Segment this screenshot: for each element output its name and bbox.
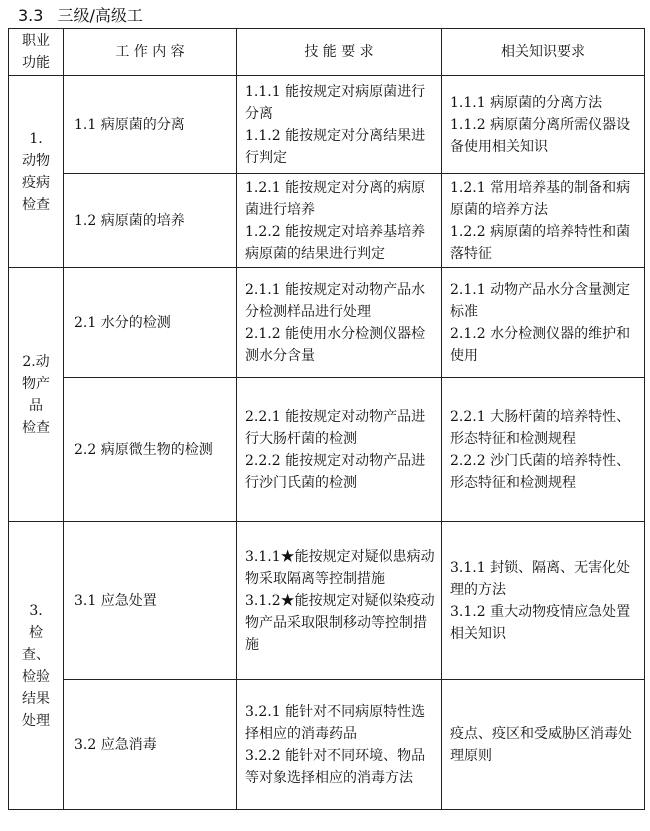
section-heading <box>18 4 143 28</box>
knowledge-cell <box>442 378 645 522</box>
skill-item: 3.1.2★能按规定对疑似染疫动物产品采取限制移动等控制措施 <box>245 592 435 653</box>
knowledge-item: 1.2.2 病原菌的培养特性和菌落特征 <box>450 223 631 262</box>
knowledge-item: 3.1.1 封锁、隔离、无害化处理的方法 <box>450 559 631 598</box>
section-title: 三级/高级工 <box>57 6 143 25</box>
knowledge-item: 2.2.2 沙门氏菌的培养特性、形态特征和检测规程 <box>450 452 631 491</box>
header-skills: 技 能 要 求 <box>237 29 442 76</box>
skill-item: 2.2.1 能按规定对动物产品进行大肠杆菌的检测 <box>245 408 426 447</box>
skills-cell <box>237 680 442 810</box>
skill-item: 1.1.2 能按规定对分离结果进行判定 <box>245 127 426 166</box>
knowledge-cell <box>442 680 645 810</box>
header-content: 工 作 内 容 <box>64 29 237 76</box>
work-content-cell: 3.1 应急处置 <box>64 522 237 680</box>
work-content-cell: 1.2 病原菌的培养 <box>64 174 237 268</box>
skill-item: 1.1.1 能按规定对病原菌进行分离 <box>245 83 426 122</box>
requirements-table <box>8 28 645 810</box>
header-row <box>9 29 645 76</box>
skills-cell <box>237 522 442 680</box>
header-function <box>9 29 64 76</box>
header-function-label: 职业 功能 <box>22 33 50 71</box>
skills-cell <box>237 268 442 378</box>
section-number: 3.3 <box>18 6 44 25</box>
knowledge-item: 2.1.2 水分检测仪器的维护和使用 <box>450 325 631 364</box>
function-cell: 3. 检 查、 检验 结果 处理 <box>9 522 64 810</box>
skill-item: 2.1.2 能使用水分检测仪器检测水分含量 <box>245 325 426 364</box>
knowledge-item: 2.2.1 大肠杆菌的培养特性、形态特征和检测规程 <box>450 408 631 447</box>
knowledge-item: 1.2.1 常用培养基的制备和病原菌的培养方法 <box>450 179 631 218</box>
table-row <box>9 378 645 522</box>
skills-cell <box>237 76 442 174</box>
table-row <box>9 76 645 174</box>
work-content-cell: 1.1 病原菌的分离 <box>64 76 237 174</box>
header-knowledge: 相关知识要求 <box>442 29 645 76</box>
skills-cell <box>237 378 442 522</box>
skill-item: 2.1.1 能按规定对动物产品水分检测样品进行处理 <box>245 281 426 320</box>
table-row <box>9 268 645 378</box>
skills-cell <box>237 174 442 268</box>
skill-item: 3.2.1 能针对不同病原特性选择相应的消毒药品 <box>245 703 426 742</box>
knowledge-cell <box>442 76 645 174</box>
skill-item: 2.2.2 能按规定对动物产品进行沙门氏菌的检测 <box>245 452 426 491</box>
function-cell: 2.动 物产 品 检查 <box>9 268 64 522</box>
skill-item: 1.2.2 能按规定对培养基培养病原菌的结果进行判定 <box>245 223 426 262</box>
table-row <box>9 680 645 810</box>
knowledge-item: 1.1.2 病原菌分离所需仪器设备使用相关知识 <box>450 116 631 155</box>
knowledge-item: 2.1.1 动物产品水分含量测定标准 <box>450 281 631 320</box>
function-cell: 1. 动物 疫病 检查 <box>9 76 64 268</box>
knowledge-cell <box>442 268 645 378</box>
knowledge-cell <box>442 522 645 680</box>
knowledge-item: 疫点、疫区和受威胁区消毒处理原则 <box>450 725 632 764</box>
work-content-cell: 2.1 水分的检测 <box>64 268 237 378</box>
skill-item: 1.2.1 能按规定对分离的病原菌进行培养 <box>245 179 426 218</box>
knowledge-item: 3.1.2 重大动物疫情应急处置相关知识 <box>450 603 631 642</box>
table-row <box>9 174 645 268</box>
knowledge-item: 1.1.1 病原菌的分离方法 <box>450 94 603 111</box>
knowledge-cell <box>442 174 645 268</box>
work-content-cell: 2.2 病原微生物的检测 <box>64 378 237 522</box>
work-content-cell: 3.2 应急消毒 <box>64 680 237 810</box>
table-row <box>9 522 645 680</box>
skill-item: 3.1.1★能按规定对疑似患病动物采取隔离等控制措施 <box>245 548 435 587</box>
skill-item: 3.2.2 能针对不同环境、物品等对象选择相应的消毒方法 <box>245 747 426 786</box>
